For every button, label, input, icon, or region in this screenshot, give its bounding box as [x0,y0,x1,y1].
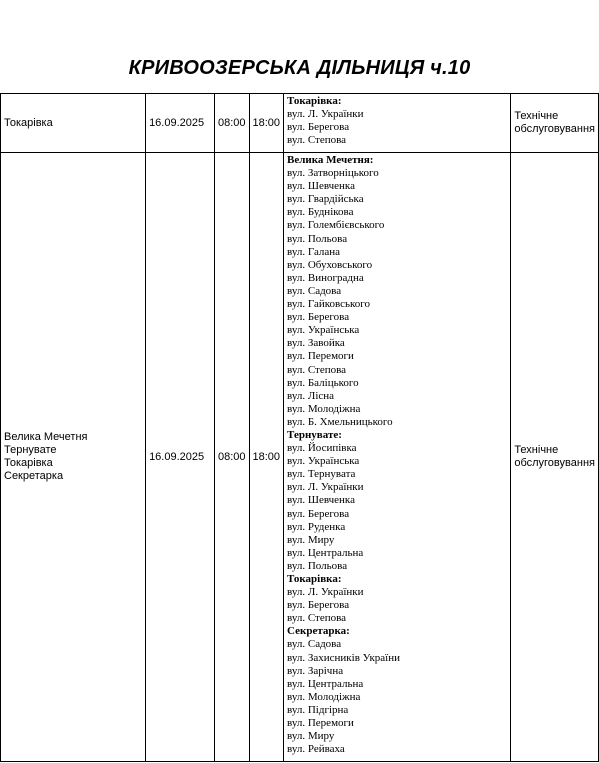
settlement-name: Секретарка [4,470,64,482]
streets-cell [284,94,511,153]
table-row [1,153,599,762]
street-item: вул. Українська [287,324,360,337]
street-item: вул. Л. Українки [287,108,364,121]
street-item: вул. Баліцького [287,376,359,389]
street-item: вул. Степова [287,612,347,625]
street-item: вул. Степова [287,363,347,376]
street-item: вул. Йосипівка [287,442,357,455]
street-item: вул. Берегова [287,311,350,324]
street-item: вул. Молодіжна [287,690,361,703]
street-item: вул. Українська [287,455,360,468]
outage-table [0,93,599,762]
street-item: вул. Польова [287,232,348,245]
street-item: вул. Молодіжна [287,402,361,415]
street-item: вул. Виноградна [287,271,364,284]
street-item: вул. Перемоги [287,350,354,363]
street-item: вул. Зарічна [287,664,344,677]
street-item: вул. Центральна [287,677,364,690]
end-time-cell: 18:00 [249,153,284,762]
settlement-cell [1,94,146,153]
street-item: вул. Захисників України [287,651,401,664]
street-item: вул. Миру [287,533,335,546]
street-item: вул. Буднікова [287,206,354,219]
street-item: вул. Б. Хмельницького [287,415,393,428]
street-item: вул. Берегова [287,599,350,612]
street-item: вул. Гвардійська [287,193,364,206]
street-item: вул. Шевченка [287,180,355,193]
locality-heading: Токарівка: [287,95,342,107]
street-item: вул. Рейваха [287,743,345,756]
settlement-name: Токарівка [4,457,53,469]
date-cell: 16.09.2025 [146,153,215,762]
locality-heading: Велика Мечетня: [287,154,374,166]
street-item: вул. Перемоги [287,717,354,730]
street-item: вул. Берегова [287,121,350,134]
settlement-name: Токарівка [4,116,53,129]
street-item: вул. Затворніцького [287,167,379,180]
page-title: КРИВООЗЕРСЬКА ДІЛЬНИЦЯ ч.10 [128,57,471,79]
street-item: вул. Шевченка [287,494,355,507]
street-item: вул. Руденка [287,520,346,533]
end-time-cell: 18:00 [249,94,284,153]
locality-heading: Тернувате: [287,428,342,441]
street-item: вул. Садова [287,284,342,297]
settlement-cell [1,153,146,762]
street-item: вул. Обуховського [287,258,373,271]
street-item: вул. Голембієвського [287,219,385,232]
start-time-cell: 08:00 [214,94,249,153]
settlement-name: Велика Мечетня [4,431,88,443]
street-item: вул. Л. Українки [287,481,364,494]
street-item: вул. Завойка [287,337,345,350]
work-type-cell: Технічне обслуговування [511,94,599,153]
street-item: вул. Л. Українки [287,586,364,599]
street-item: вул. Польова [287,559,348,572]
street-item: вул. Лісна [287,389,335,402]
locality-heading: Секретарка: [287,625,350,638]
locality-heading: Токарівка: [287,573,342,585]
start-time-cell: 08:00 [214,153,249,762]
street-item: вул. Тернувата [287,468,356,481]
street-item: вул. Миру [287,730,335,743]
street-item: вул. Степова [287,134,347,147]
street-item: вул. Гайковського [287,298,371,311]
streets-cell [284,153,511,762]
street-item: вул. Центральна [287,546,364,559]
date-cell: 16.09.2025 [146,94,215,153]
street-item: вул. Галана [287,245,341,258]
street-item: вул. Підгірна [287,703,349,716]
street-item: вул. Садова [287,638,342,651]
settlement-name: Тернувате [4,444,57,456]
table-row [1,94,599,153]
work-type-cell: Технічне обслуговування [511,153,599,762]
street-item: вул. Берегова [287,507,350,520]
